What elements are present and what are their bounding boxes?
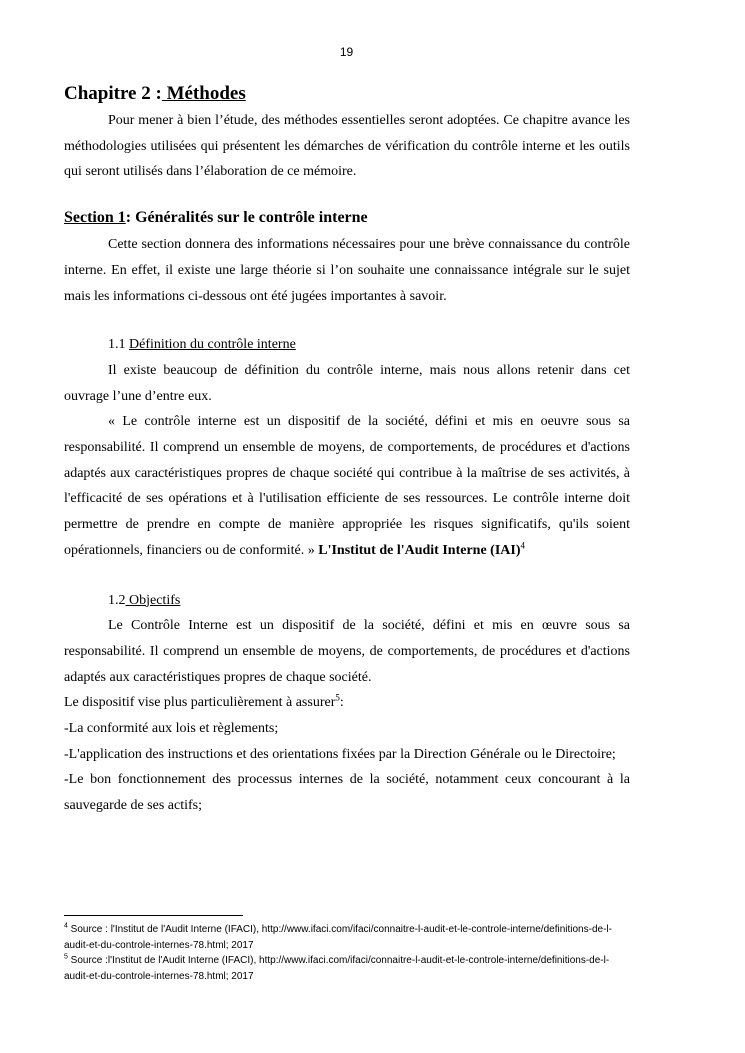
footnote-ref: 4: [520, 540, 525, 551]
lead-text: Le dispositif vise plus particulièrement à assurer: [64, 695, 336, 711]
footnote-text: Source : l'Institut de l'Audit Interne (IFACI), http://www.ifaci.com/ifaci/connaitre-l-audit-et-le-controle-interne/definitions-de-l-audit-et-du-controle-internes-78.html; 2017: [64, 924, 612, 951]
section-name: : Généralités sur le contrôle interne: [125, 209, 368, 227]
objective-item: -La conformité aux lois et règlements;: [64, 721, 279, 737]
subsection-title: Définition du contrôle interne: [129, 337, 296, 353]
subsection-number: 1.2: [108, 592, 126, 608]
objectives-paragraph: Le Contrôle Interne est un dispositif de la société, défini et mis en œuvre sous sa responsabilité. Il comprend un ensemble de moyens, de comportements, de procédures et d'actions adaptés aux caractéristiques propres de chaque société.: [64, 618, 630, 685]
section-title: [64, 204, 630, 232]
footnote-mark: 5: [64, 953, 68, 961]
objectives-lead: [64, 690, 630, 716]
footnote-ref: 5: [335, 692, 340, 703]
page-body: [64, 80, 630, 819]
footnote-separator: [64, 915, 243, 916]
objective-item: -L'application des instructions et des orientations fixées par la Direction Générale ou le Directoire;: [64, 746, 616, 762]
chapter-prefix: Chapitre 2 :: [64, 83, 162, 104]
subsection-title: Objectifs: [125, 592, 181, 608]
footnotes: [64, 922, 634, 984]
footnote-mark: 4: [64, 922, 68, 930]
section-intro: Cette section donnera des informations nécessaires pour une brève connaissance du contrôle interne. En effet, il existe une large théorie si l’on souhaite une connaissance intégrale sur le sujet mais les informations ci-dessous ont été jugées importantes à savoir.: [64, 237, 630, 304]
lead-colon: :: [339, 695, 344, 711]
footnote: [64, 953, 634, 984]
subsection-number: 1.1: [108, 337, 129, 353]
chapter-title: [64, 80, 630, 108]
subsection-heading-definition: [64, 332, 630, 358]
page-number: 19: [339, 45, 354, 59]
objective-item: -Le bon fonctionnement des processus internes de la société, notamment ceux concourant à la sauvegarde de ses actifs;: [64, 772, 630, 814]
definition-quote: [64, 409, 630, 563]
footnote-text: Source :l'Institut de l'Audit Interne (IFACI), http://www.ifaci.com/ifaci/connaitre-l-audit-et-le-controle-interne/definitions-de-l-audit-et-du-controle-internes-78.html; 2017: [64, 955, 610, 982]
quote-text: « Le contrôle interne est un dispositif de la société, défini et mis en oeuvre sous sa responsabilité. Il comprend un ensemble de moyens, de comportements, de procédures et d'actions adaptés aux caractéristiques propres de chaque société qui contribue à la maîtrise de ses activités, à l'efficacité de ses opérations et à l'utilisation efficiente de ses ressources. Le contrôle interne doit permettre de prendre en compte de manière appropriée les risques significatifs, qu'ils soient opérationnels, financiers ou de conformité. »: [64, 414, 630, 558]
footnote: [64, 922, 634, 953]
quote-source: L'Institut de l'Audit Interne (IAI): [318, 542, 521, 558]
section-label: Section 1: [64, 209, 126, 227]
chapter-intro: Pour mener à bien l’étude, des méthodes essentielles seront adoptées. Ce chapitre avance les méthodologies utilisées qui présentent les démarches de vérification du contrôle interne et les outils qui seront utilisés dans l’élaboration de ce mémoire.: [64, 113, 630, 180]
definition-paragraph: Il existe beaucoup de définition du contrôle interne, mais nous allons retenir dans cet ouvrage l’une d’entre eux.: [64, 362, 630, 404]
chapter-name: Méthodes: [161, 83, 246, 104]
subsection-heading-objectives: [64, 588, 630, 614]
